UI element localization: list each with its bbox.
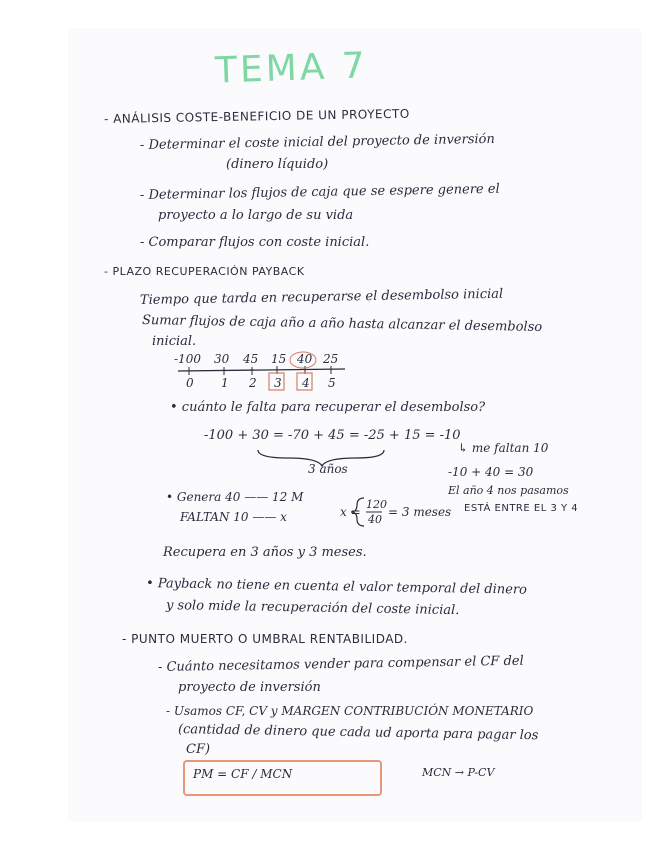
flow-5: 25: [323, 352, 339, 366]
timeline-axis: [178, 369, 345, 371]
rule-result: = 3 meses: [388, 505, 452, 519]
pm-bullet-2-line-2: (cantidad de dinero que cada ud aporta para pagar los: [177, 722, 539, 744]
note-calc: -10 + 40 = 30: [448, 465, 534, 479]
x-equals: x =: [340, 505, 361, 519]
year-4: 4: [302, 376, 310, 390]
payback-question: • cuánto le falta para recuperar el desembolso?: [170, 400, 486, 415]
note-missing: ↳ me faltan 10: [458, 441, 549, 455]
pm-formula: PM = CF / MCN: [193, 767, 293, 781]
note-year4: El año 4 nos pasamos: [448, 484, 569, 497]
mcn-definition: MCN → P-CV: [422, 766, 495, 779]
fraction-numerator: 120: [366, 498, 387, 511]
year-3: 3: [274, 376, 282, 390]
rule-genera: • Genera 40 —— 12 M: [166, 490, 304, 504]
year-4-box: [297, 373, 312, 390]
page-title: TEMA 7: [214, 45, 369, 92]
flow-1: 30: [214, 352, 230, 366]
year-3-box: [269, 373, 284, 390]
payback-note-line-2: y solo mide la recuperación del coste inicial.: [165, 598, 460, 619]
fraction-denominator: 40: [368, 513, 382, 526]
pm-bullet-1-line-1: - Cuánto necesitamos vender para compensar el CF del: [157, 653, 524, 675]
payback-note-line-1: • Payback no tiene en cuenta el valor temporal del dinero: [145, 576, 528, 598]
heading-payback: - PLAZO RECUPERACIÓN PAYBACK: [104, 265, 305, 278]
heading-punto-muerto: - PUNTO MUERTO O UMBRAL RENTABILIDAD.: [122, 632, 408, 646]
pm-bullet-2-line-3: CF): [186, 742, 211, 757]
pm-bullet-1-line-2: proyecto de inversión: [178, 680, 321, 695]
year-0: 0: [186, 376, 194, 390]
flow-2: 45: [243, 352, 259, 366]
payback-line-1: Tiempo que tarda en recuperarse el desembolso inicial: [139, 286, 504, 308]
payback-line-3: inicial.: [152, 334, 197, 349]
flow-highlight: [290, 352, 316, 368]
flow-3: 15: [271, 352, 287, 366]
rule-faltan: FALTAN 10 —— x: [180, 510, 287, 524]
year-1: 1: [221, 376, 229, 390]
acb-bullet-3: - Comparar flujos con coste inicial.: [140, 235, 370, 250]
payback-sum: -100 + 30 = -70 + 45 = -25 + 15 = -10: [204, 428, 461, 443]
brace-label: 3 años: [308, 462, 348, 476]
payback-line-2: Sumar flujos de caja año a año hasta alcanzar el desembolso: [141, 313, 543, 335]
acb-bullet-1-line-1: - Determinar el coste inicial del proyecto de inversión: [139, 131, 495, 153]
year-2: 2: [249, 376, 257, 390]
heading-coste-beneficio: - ANÁLISIS COSTE-BENEFICIO DE UN PROYECTO: [103, 106, 410, 126]
recupera-result: Recupera en 3 años y 3 meses.: [163, 545, 367, 560]
year-5: 5: [328, 376, 336, 390]
note-between: ESTÁ ENTRE EL 3 Y 4: [464, 503, 579, 514]
acb-bullet-1-line-2: (dinero líquido): [226, 157, 329, 172]
acb-bullet-2-line-2: proyecto a lo largo de su vida: [158, 208, 354, 223]
flow-4: 40: [297, 352, 313, 366]
pm-bullet-2-line-1: - Usamos CF, CV y MARGEN CONTRIBUCIÓN MONETARIO: [166, 704, 534, 718]
acb-bullet-2-line-1: - Determinar los flujos de caja que se espere genere el: [139, 181, 500, 203]
flow-0: -100: [174, 352, 201, 366]
